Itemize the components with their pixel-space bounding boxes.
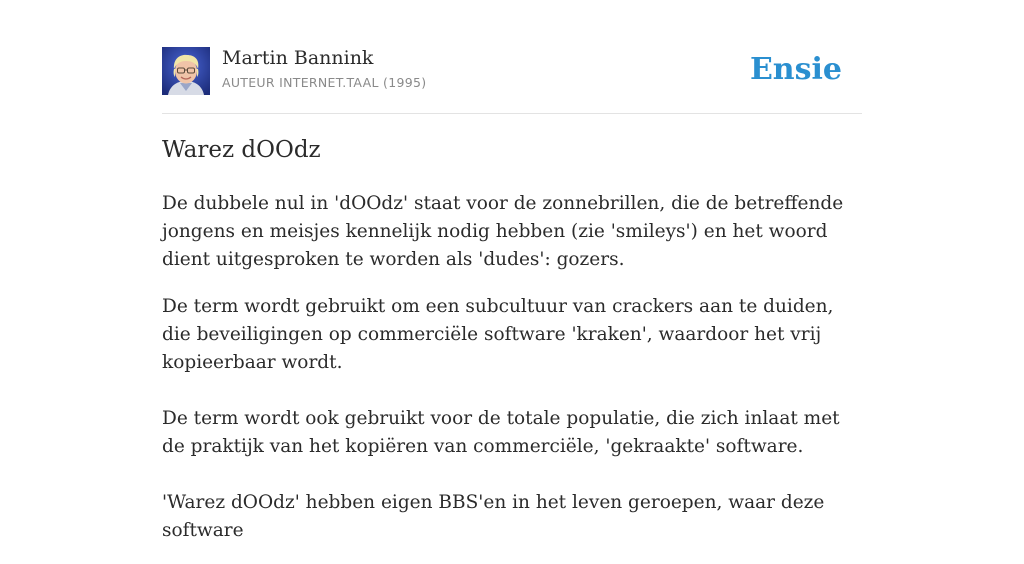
avatar-image-icon: [162, 47, 210, 95]
entry-paragraph: De dubbele nul in 'dOOdz' staat voor de zonnebrillen, die de betreffende jongens en meisjes kennelijk nodig hebben (zie 'smileys') en het woord dient uitgesproken te worden als 'dudes': gozers.: [162, 193, 844, 270]
brand-logo[interactable]: Ensie: [749, 52, 842, 87]
author-name[interactable]: Martin Bannink: [222, 47, 374, 69]
header-divider: [162, 113, 862, 114]
author-avatar[interactable]: [162, 47, 210, 95]
entry-paragraph: De term wordt ook gebruikt voor de totale populatie, die zich inlaat met de praktijk van het kopiëren van commerciële, 'gekraakte' software.: [162, 408, 840, 457]
entry-title: Warez dOOdz: [162, 137, 321, 163]
author-role: AUTEUR INTERNET.TAAL (1995): [222, 75, 427, 90]
entry-card: [162, 0, 862, 541]
paragraph-spacer: [162, 461, 864, 489]
entry-paragraph: 'Warez dOOdz' hebben eigen BBS'en in het leven geroepen, waar deze software: [162, 492, 825, 541]
paragraph-spacer: [162, 377, 864, 405]
entry-body: [162, 190, 864, 564]
entry-paragraph: De term wordt gebruikt om een subcultuur van crackers aan te duiden, die beveiligingen op commerciële software 'kraken', waardoor het vrij kopieerbaar wordt.: [162, 296, 834, 373]
author-header: [162, 47, 862, 95]
